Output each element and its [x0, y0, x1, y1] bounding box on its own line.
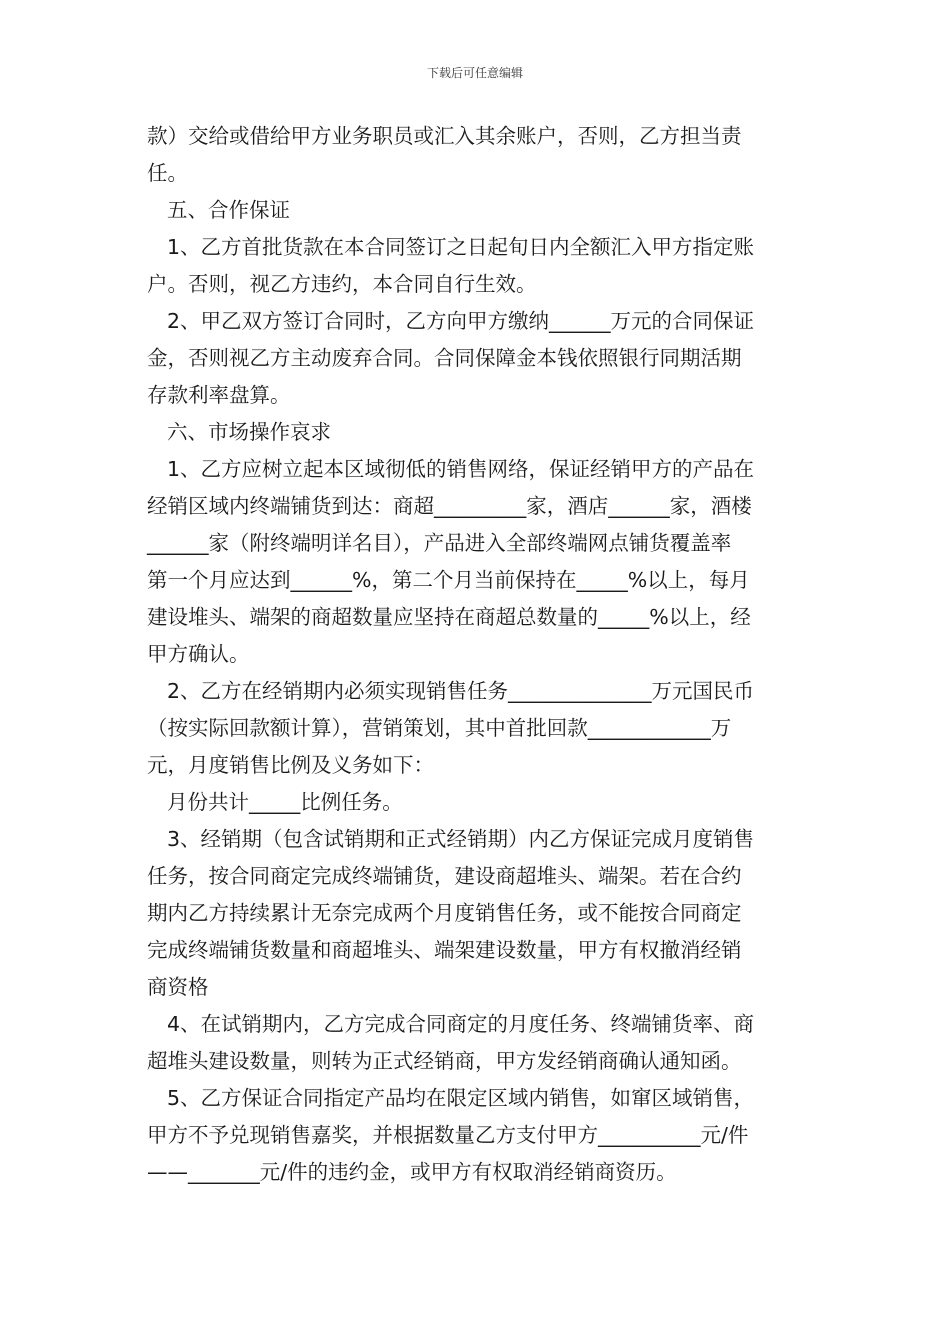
- text-line: 经销区域内终端铺货到达：商超_________家，酒店______家，酒楼: [147, 494, 752, 518]
- text-line: 1、乙方首批货款在本合同签订之日起旬日内全额汇入甲方指定账: [167, 235, 755, 259]
- text-line: ——_______元/件的违约金，或甲方有权取消经销商资历。: [147, 1160, 677, 1184]
- section-heading: 六、市场操作哀求: [167, 420, 331, 444]
- text-line: 存款利率盘算。: [147, 383, 291, 407]
- text-line: 3、经销期（包含试销期和正式经销期）内乙方保证完成月度销售: [167, 827, 755, 851]
- text-line: 户。否则，视乙方违约，本合同自行生效。: [147, 272, 537, 296]
- text-line: 月份共计_____比例任务。: [167, 790, 403, 814]
- text-line: 2、甲乙双方签订合同时，乙方向甲方缴纳______万元的合同保证: [167, 309, 755, 333]
- text-line: 商资格: [147, 975, 209, 999]
- text-line: 金，否则视乙方主动废弃合同。合同保障金本钱依照银行同期活期: [147, 346, 742, 370]
- text-line: 5、乙方保证合同指定产品均在限定区域内销售，如窜区域销售，: [167, 1086, 755, 1110]
- text-line: 4、在试销期内，乙方完成合同商定的月度任务、终端铺货率、商: [167, 1012, 755, 1036]
- text-line: 2、乙方在经销期内必须实现销售任务______________万元国民币: [167, 679, 755, 703]
- text-line: 任。: [147, 161, 188, 185]
- text-line: 超堆头建设数量，则转为正式经销商，甲方发经销商确认通知函。: [147, 1049, 742, 1073]
- text-line: ______家（附终端明详名目），产品进入全部终端网点铺货覆盖率: [147, 531, 732, 555]
- text-line: 第一个月应达到______%，第二个月当前保持在_____%以上，每月: [147, 568, 750, 592]
- text-line: 期内乙方持续累计无奈完成两个月度销售任务，或不能按合同商定: [147, 901, 742, 925]
- text-line: 建设堆头、端架的商超数量应坚持在商超总数量的_____%以上，经: [147, 605, 751, 629]
- text-line: 元，月度销售比例及义务如下：: [147, 753, 434, 777]
- section-heading: 五、合作保证: [167, 198, 290, 222]
- text-line: 甲方确认。: [147, 642, 250, 666]
- document-body: [147, 118, 807, 1191]
- page-header: 下载后可任意编辑: [426, 66, 523, 80]
- text-line: 甲方不予兑现销售嘉奖，并根据数量乙方支付甲方__________元/件: [147, 1123, 749, 1147]
- text-line: 1、乙方应树立起本区域彻低的销售网络，保证经销甲方的产品在: [167, 457, 755, 481]
- text-line: 任务，按合同商定完成终端铺货，建设商超堆头、端架。若在合约: [147, 864, 742, 888]
- text-line: 完成终端铺货数量和商超堆头、端架建设数量，甲方有权撤消经销: [147, 938, 742, 962]
- text-line: （按实际回款额计算），营销策划，其中首批回款____________万: [147, 716, 732, 740]
- text-line: 款）交给或借给甲方业务职员或汇入其余账户，否则，乙方担当责: [147, 124, 742, 148]
